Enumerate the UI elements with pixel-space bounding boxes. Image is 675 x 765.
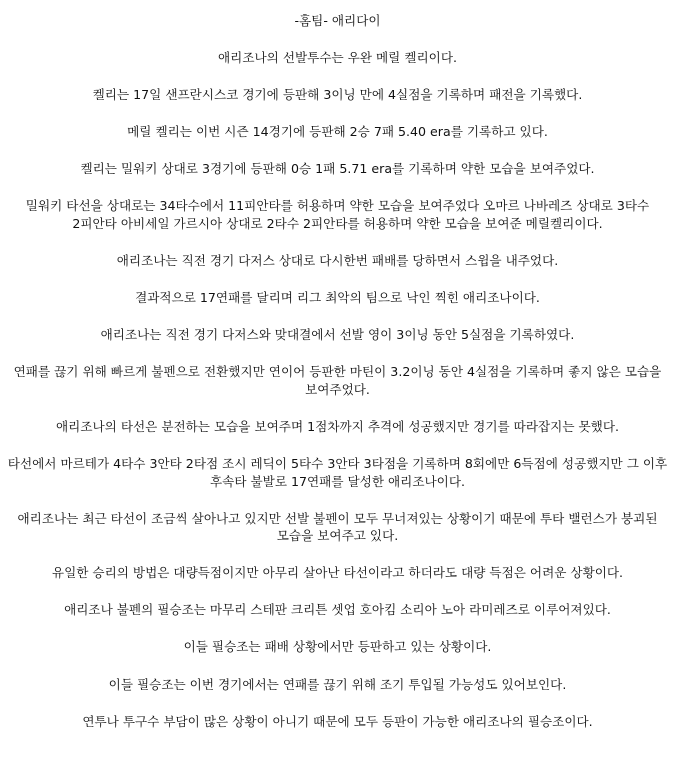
paragraph-8: 애리조나는 직전 경기 다저스와 맞대결에서 선발 영이 3이닝 동안 5실점을 기록하였다. xyxy=(100,327,575,343)
paragraph-4: 켈리는 밀워키 상대로 3경기에 등판해 0승 1패 5.71 era를 기록하며 약한 모습을 보여주었다. xyxy=(80,161,595,177)
article-title: -홈팀- 애리다이 xyxy=(294,13,381,28)
paragraph-10: 애리조나의 타선은 분전하는 모습을 보여주며 1점차까지 추격에 성공했지만 경기를 따라잡지는 못했다. xyxy=(55,418,619,434)
paragraph-6: 애리조나는 직전 경기 다저스 상대로 다시한번 패배를 당하면서 스윕을 내주었다. xyxy=(116,253,559,269)
paragraph-7: 결과적으로 17연패를 달리며 리그 최악의 팀으로 낙인 찍힌 애리조나이다. xyxy=(135,290,540,306)
paragraph-5: 밀워키 타선을 상대로는 34타수에서 11피안타를 허용하며 약한 모습을 보여주었다 오마르 나바레즈 상대로 3타수 2피안타 아비세일 가르시아 상대로 2타수 2피안타를 허용하며 약한 모습을 보여준 메릴켈리이다. xyxy=(25,198,650,231)
paragraph-13: 유일한 승리의 방법은 대량득점이지만 아무리 살아난 타선이라고 하더라도 대량 득점은 어려운 상황이다. xyxy=(51,565,624,581)
paragraph-17: 연투나 투구수 부담이 많은 상황이 아니기 때문에 모두 등판이 가능한 애리조나의 필승조이다. xyxy=(82,713,593,729)
paragraph-12: 애리조나는 최근 타선이 조금씩 살아나고 있지만 선발 불펜이 모두 무너져있는 상황이기 때문에 투타 밸런스가 붕괴된 모습을 보여주고 있다. xyxy=(17,510,658,544)
paragraph-11: 타선에서 마르테가 4타수 3안타 2타점 조시 레딕이 5타수 3안타 3타점을 기록하며 8회에만 6득점에 성공했지만 그 이후 후속타 불발로 17연패를 달성한 애리조나이다. xyxy=(7,456,668,489)
paragraph-14: 애리조나 불펜의 필승조는 마무리 스테판 크리튼 셋업 호아킴 소리아 노아 라미레즈로 이루어져있다. xyxy=(64,602,611,618)
paragraph-2: 켈리는 17일 샌프란시스코 경기에 등판해 3이닝 만에 4실점을 기록하며 패전을 기록했다. xyxy=(92,87,583,103)
paragraph-1: 애리조나의 선발투수는 우완 메릴 켈리이다. xyxy=(218,50,457,66)
paragraph-15: 이들 필승조는 패배 상황에서만 등판하고 있는 상황이다. xyxy=(183,639,492,655)
paragraph-16: 이들 필승조는 이번 경기에서는 연패를 끊기 위해 조기 투입될 가능성도 있어보인다. xyxy=(108,676,567,692)
paragraph-3: 메릴 켈리는 이번 시즌 14경기에 등판해 2승 7패 5.40 era를 기록하고 있다. xyxy=(127,124,548,140)
paragraph-9: 연패를 끊기 위해 빠르게 불펜으로 전환했지만 연이어 등판한 마틴이 3.2이닝 동안 4실점을 기록하며 좋지 않은 모습을 보여주었다. xyxy=(13,364,662,397)
